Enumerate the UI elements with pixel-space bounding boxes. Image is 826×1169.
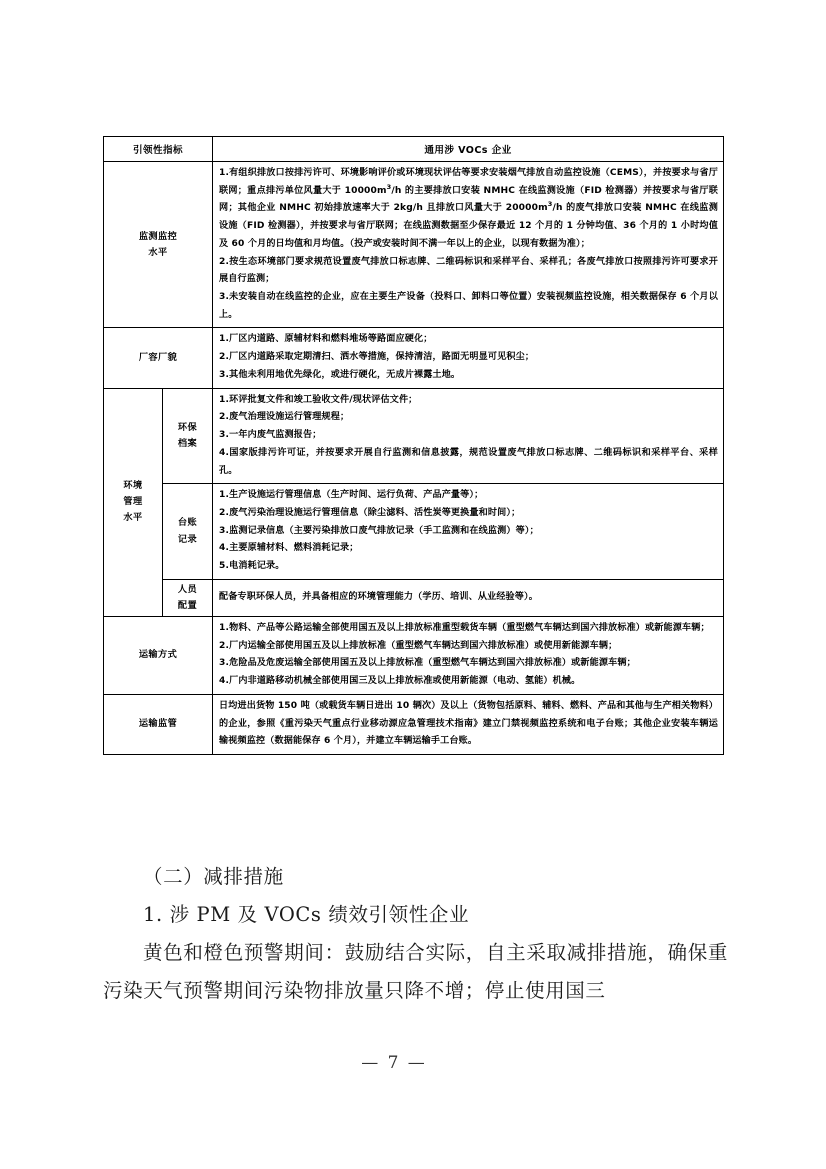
sub-label-line: 台账	[177, 517, 198, 529]
list-item: 4.厂内非道路移动机械全部使用国三及以上排放标准或使用新能源（电动、氢能）机械。	[219, 676, 581, 687]
list-item: 3.一年内废气监测报告；	[219, 430, 322, 441]
sub-label-line: 档案	[177, 437, 198, 449]
list-item: 4.国家版排污许可证，并按要求开展自行监测和信息披露，规范设置废气排放口标志牌、二维码标识和采样平台、采样孔。	[219, 447, 718, 476]
sub-heading-block	[103, 896, 728, 934]
list-item: 3.危险品及危废运输全部使用国五及以上排放标准（重型燃气车辆达到国六排放标准）或新能源车辆；	[219, 658, 636, 669]
subrow-label-ledger-record	[163, 484, 213, 580]
list-item: 2.按生态环境部门要求规范设置废气排放口标志牌、二维码标识和采样平台、采样孔；各废气排放口按照排污许可要求开展自行监测；	[219, 256, 718, 285]
list-item: 2.废气治理设施运行管理规程；	[219, 412, 350, 423]
sub-heading: 1. 涉 PM 及 VOCs 绩效引领性企业	[143, 903, 470, 926]
list-item: 1.有组织排放口按排污许可、环境影响评价或环境现状评估等要求安装烟气排放自动监控设施（CEMS），并按要求与省厅联网；重点排污单位风量大于 $10000m^3/h$ 的主要排放口安装 NMHC 在线监测设施（FID 检测器）并按要求与省厅联网；其他企业 NMHC 初始排放速率大于 2kg/h 且排放口风量大于 $20000m^3/h$ 的废气排放口安装 NMHC 在线监测设施（FID 检测器），并按要求与省厅联网；在线监测数据至少保存最近 12 个月的 1 分钟均值、36 个月的 1 小时均值及 60 个月的日均值和月均值。（投产或安装时间不满一年以上的企业，以现有数据为准）；	[219, 168, 718, 249]
row-content-staffing	[213, 579, 724, 616]
category-line: 厂容厂貌	[138, 352, 178, 363]
row-category-appearance	[104, 328, 213, 388]
list-item: 1.物料、产品等公路运输全部使用国五及以上排放标准重型载货车辆（重型燃气车辆达到国六排放标准）或新能源车辆；	[219, 623, 710, 633]
row-content-env-archive	[213, 388, 724, 484]
sub-label-line: 配置	[177, 599, 198, 611]
row-category-transport-mode	[104, 617, 213, 695]
sub-label-line: 记录	[177, 533, 198, 545]
performance-indicator-table	[103, 136, 724, 755]
list-item: 5.电消耗记录。	[219, 561, 285, 572]
list-item: 配备专职环保人员，并具备相应的环境管理能力（学历、培训、从业经验等）。	[219, 592, 538, 603]
table-row	[104, 617, 724, 695]
category-line: 监测监控	[138, 230, 178, 242]
subrow-label-env-archive	[163, 388, 213, 484]
table-header-col1: 引领性指标	[104, 137, 213, 162]
subrow-label-staffing	[163, 579, 213, 616]
category-line: 运输方式	[138, 649, 178, 661]
section-heading-block	[103, 858, 728, 896]
row-category-transport-supervision	[104, 694, 213, 754]
row-content-transport-mode	[213, 617, 724, 695]
table-header-col2: 通用涉 VOCs 企业	[213, 137, 724, 162]
table-row	[104, 162, 724, 328]
list-item: 4.主要原辅材料、燃料消耗记录；	[219, 543, 359, 554]
list-item: 2.厂区内道路采取定期清扫、洒水等措施，保持清洁，路面无明显可见积尘；	[219, 352, 535, 363]
section-heading: （二）减排措施	[143, 865, 284, 888]
row-category-env-management	[104, 388, 163, 616]
list-item: 3.其他未利用地优先绿化，或进行硬化，无成片裸露土地。	[219, 369, 461, 380]
row-content-ledger-record	[213, 484, 724, 580]
sub-label-line: 人员	[177, 583, 198, 595]
list-item: 3.未安装自动在线监控的企业，应在主要生产设备（投料口、卸料口等位置）安装视频监控设施，相关数据保存 6 个月以上。	[219, 292, 718, 320]
row-category-monitoring	[104, 162, 213, 328]
category-line: 管理	[123, 496, 143, 508]
row-content-appearance	[213, 328, 724, 388]
category-line: 环境	[123, 480, 143, 492]
list-item: 日均进出货物 150 吨（或载货车辆日进出 10 辆次）及以上（货物包括原料、辅料、燃料、产品和其他与生产相关物料）的企业，参照《重污染天气重点行业移动源应急管理技术指南》建立门禁视频监控系统和电子台账；其他企业安装车辆运输视频监控（数据能保存 6 个月），并建立车辆运输手工台账。	[219, 700, 718, 747]
category-line: 水平	[123, 512, 143, 524]
table-row	[104, 328, 724, 388]
list-item: 3.监测记录信息（主要污染排放口废气排放记录（手工监测和在线监测）等）；	[219, 525, 539, 536]
list-item: 2.厂内运输全部使用国五及以上排放标准（重型燃气车辆达到国六排放标准）或使用新能源车辆；	[219, 640, 618, 651]
list-item: 1.厂区内道路、原辅材料和燃料堆场等路面应硬化；	[219, 334, 433, 345]
table-row	[104, 579, 724, 616]
sub-label-line: 环保	[177, 421, 198, 433]
list-item: 1.生产设施运行管理信息（生产时间、运行负荷、产品产量等）；	[219, 490, 484, 501]
table-header-row	[104, 137, 724, 162]
page-number: — 7 —	[361, 1053, 427, 1073]
body-paragraph: 黄色和橙色预警期间：鼓励结合实际，自主采取减排措施，确保重污染天气预警期间污染物排放量只降不增；停止使用国三	[103, 941, 728, 1002]
row-content-transport-supervision	[213, 694, 724, 754]
table-row	[104, 388, 724, 484]
category-line: 运输监管	[138, 718, 178, 730]
table-row	[104, 484, 724, 580]
category-line: 水平	[148, 246, 168, 258]
list-item: 1.环评批复文件和竣工验收文件/现状评估文件；	[219, 394, 418, 405]
table-row	[104, 694, 724, 754]
row-content-monitoring	[213, 162, 724, 328]
paragraph-block	[103, 934, 728, 1010]
list-item: 2.废气污染治理设施运行管理信息（除尘滤料、活性炭等更换量和时间）；	[219, 507, 521, 518]
